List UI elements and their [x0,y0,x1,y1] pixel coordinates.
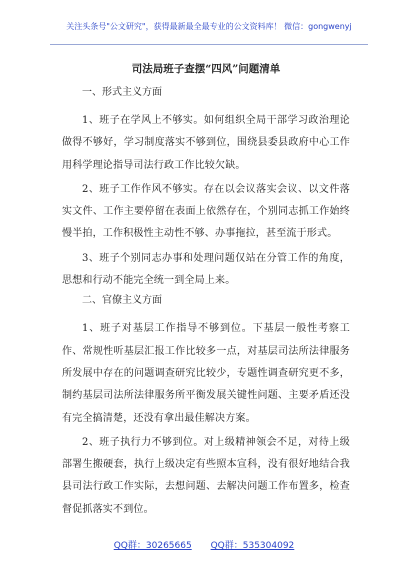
paragraph: 2、班子工作作风不够实。存在以会议落实会议、以文件落实文件、工作主要停留在表面上依然存在，个别同志抓工作始终慢半拍，工作积极性主动性不够、办事拖拉，甚至流于形式。 [62,183,350,240]
paragraph: 2、班子执行力不够到位。对上级精神领会不足，对待上级部署生搬硬套，执行上级决定有些照本宣科，没有很好地结合我县司法行政工作实际，去想问题、去解决问题工作布置多，检查督促抓落实不到位。 [62,436,350,515]
header-promo-text: 关注头条号"公文研究"，获得最新最全最专业的公文资料库！ 微信：gongwenyj [66,22,352,31]
paragraph: 1、班子对基层工作指导不够到位。下基层一般性考察工作、常规性听基层汇报工作比较多一点，对基层司法所法律服务所发展中存在的问题调查研究比较少，专题性调查研究更不多，制约基层司法所法律服务所平衡发展关键性问题、主要矛盾还没有完全搞清楚，还没有拿出最佳解决方案。 [62,323,350,424]
section-heading-formalism: 一、形式主义方面 [82,87,162,98]
document-body [62,62,350,523]
paragraph: 3、班子个别同志办事和处理问题仅站在分管工作的角度，思想和行动不能完全统一到全局上来。 [62,252,350,287]
section-heading-bureaucratism: 二、官僚主义方面 [82,295,162,307]
document-title: 司法局班子查摆“四风”问题清单 [131,63,281,75]
page-footer [0,538,408,551]
page-header [50,12,368,45]
footer-qq-group-1[interactable]: QQ群：30265665 [113,541,192,551]
paragraph: 1、班子在学风上不够实。如何组织全局干部学习政治理论做得不够好，学习制度落实不够到位，围绕县委县政府中心工作用科学理论指导司法行政工作比较欠缺。 [62,115,350,171]
footer-qq-group-2[interactable]: QQ群：535304092 [210,541,295,551]
